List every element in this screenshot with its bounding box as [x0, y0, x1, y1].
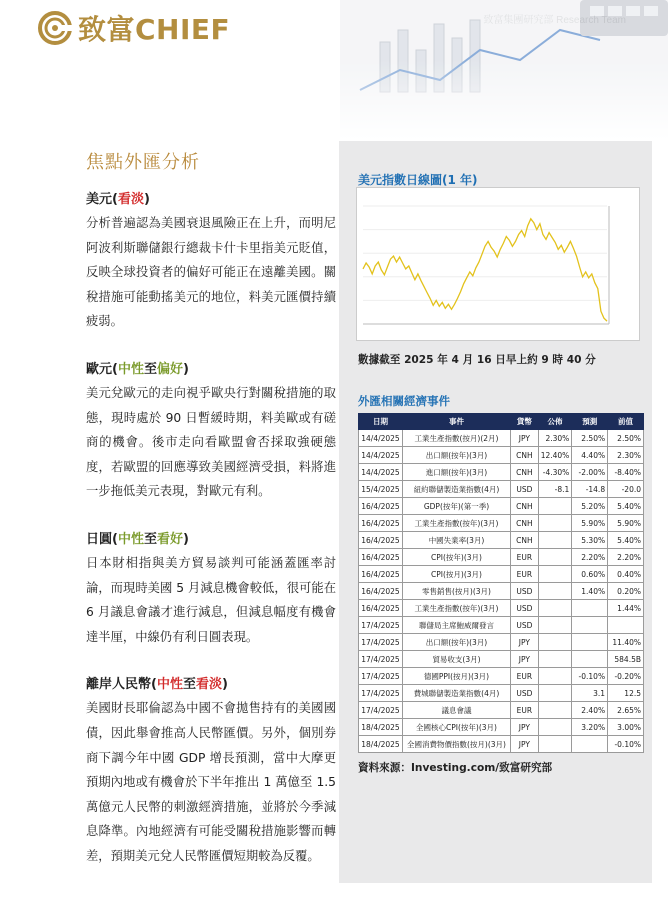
table-cell: 16/4/2025: [359, 549, 403, 566]
table-cell: 584.5B: [608, 651, 644, 668]
table-cell: 11.40%: [608, 634, 644, 651]
table-row: [359, 685, 644, 702]
chief-logo: [38, 8, 230, 48]
outlook-label: 中性: [117, 361, 144, 377]
table-cell: [538, 617, 572, 634]
table-row: [359, 532, 644, 549]
table-cell: 3.00%: [608, 719, 644, 736]
currency-analysis-text: 分析普遍認為美國衰退風險正在上升，而明尼阿波利斯聯儲銀行總裁卡什卡里指美元貶值，反映全球投資者的偏好可能正在遠離美國。關稅措施可能動搖美元的地位，料美元匯價持續疲弱。: [86, 216, 336, 329]
table-cell: 工業生產指數(按年)(3月): [402, 515, 510, 532]
col-header-currency: 貨幣: [511, 414, 539, 430]
table-cell: EUR: [511, 668, 539, 685]
currency-heading: [86, 188, 336, 207]
paren-close: ): [143, 192, 150, 207]
table-cell: CNH: [511, 464, 539, 481]
table-cell: CNH: [511, 498, 539, 515]
table-cell: 零售銷售(按月)(3月): [402, 583, 510, 600]
table-cell: USD: [511, 583, 539, 600]
table-cell: 出口額(按年)(3月): [402, 634, 510, 651]
table-cell: 18/4/2025: [359, 719, 403, 736]
col-header-forecast: 預測: [572, 414, 608, 430]
table-row: [359, 634, 644, 651]
table-cell: -2.00%: [572, 464, 608, 481]
table-cell: USD: [511, 617, 539, 634]
table-cell: 5.20%: [572, 498, 608, 515]
table-cell: [538, 634, 572, 651]
logo-text: 致富CHIEF: [78, 13, 231, 46]
currency-heading: [86, 673, 336, 692]
table-cell: [538, 532, 572, 549]
table-cell: [572, 651, 608, 668]
jpy-block: [86, 528, 336, 649]
table-cell: USD: [511, 685, 539, 702]
paren-close: ): [183, 531, 189, 547]
table-cell: 進口額(按年)(3月): [402, 464, 510, 481]
table-cell: 17/4/2025: [359, 634, 403, 651]
header-decoration-image: [340, 0, 668, 140]
table-cell: 2.65%: [608, 702, 644, 719]
table-cell: 4.40%: [572, 447, 608, 464]
usd-block: [86, 188, 336, 334]
paren-open: (: [112, 361, 118, 377]
table-cell: 14/4/2025: [359, 430, 403, 447]
table-cell: GDP(按年)(第一季): [402, 498, 510, 515]
table-cell: USD: [511, 481, 539, 498]
table-cell: 12.5: [608, 685, 644, 702]
currency-analysis-text: 美元兌歐元的走向視乎歐央行對關稅措施的取態，現時處於 90 日暫緩時期，料美歐或有磋商的機會。後市走向看歐盟會否採取強硬態度，若歐盟的回應導致美國經濟受損，料將進一步拖低美元表現，對歐元有利。: [86, 385, 336, 499]
paren-open: (: [151, 677, 157, 693]
table-cell: 14/4/2025: [359, 464, 403, 481]
outlook-label: 看淡: [117, 192, 144, 207]
table-cell: 5.90%: [608, 515, 644, 532]
table-row: [359, 736, 644, 753]
table-cell: -0.10%: [572, 668, 608, 685]
table-cell: [538, 651, 572, 668]
table-cell: CNH: [511, 515, 539, 532]
table-cell: [538, 668, 572, 685]
table-cell: CNH: [511, 447, 539, 464]
table-cell: EUR: [511, 549, 539, 566]
table-row: [359, 430, 644, 447]
cnh-block: [86, 673, 336, 868]
table-row: [359, 600, 644, 617]
table-cell: 16/4/2025: [359, 498, 403, 515]
outlook-connector: 至: [182, 677, 196, 693]
table-cell: 16/4/2025: [359, 600, 403, 617]
dxy-chart-svg: [357, 188, 641, 342]
paren-close: ): [222, 677, 228, 693]
table-header-row: [359, 414, 644, 430]
table-row: [359, 464, 644, 481]
table-cell: 2.30%: [538, 430, 572, 447]
table-cell: 全國核心CPI(按年)(3月): [402, 719, 510, 736]
table-cell: [538, 600, 572, 617]
table-row: [359, 549, 644, 566]
currency-name: 日圓: [86, 531, 113, 547]
table-cell: -4.30%: [538, 464, 572, 481]
table-cell: 0.20%: [608, 583, 644, 600]
table-row: [359, 719, 644, 736]
table-cell: 3.20%: [572, 719, 608, 736]
table-cell: 紐約聯儲製造業指數(4月): [402, 481, 510, 498]
table-cell: [538, 498, 572, 515]
outlook-connector: 至: [143, 361, 157, 377]
currency-name: 離岸人民幣: [86, 677, 152, 693]
economic-events-table: [358, 413, 644, 753]
table-cell: [608, 617, 644, 634]
table-cell: 16/4/2025: [359, 532, 403, 549]
table-cell: [538, 549, 572, 566]
table-row: [359, 566, 644, 583]
table-cell: 12.40%: [538, 447, 572, 464]
table-cell: 3.1: [572, 685, 608, 702]
currency-name: 美元: [86, 192, 113, 207]
col-header-previous: 前值: [608, 414, 644, 430]
chart-data-note: 數據截至 2025 年 4 月 16 日早上約 9 時 40 分: [358, 354, 596, 366]
table-cell: [538, 566, 572, 583]
table-cell: [538, 719, 572, 736]
table-cell: 2.30%: [608, 447, 644, 464]
dxy-chart: [356, 187, 640, 341]
paren-open: (: [112, 531, 118, 547]
table-cell: 16/4/2025: [359, 583, 403, 600]
table-cell: -8.1: [538, 481, 572, 498]
table-cell: 聯儲局主席鮑威爾發言: [402, 617, 510, 634]
table-cell: 全國消費物價指數(按月)(3月): [402, 736, 510, 753]
col-header-event: 事件: [402, 414, 510, 430]
table-cell: 德國PPI(按月)(3月): [402, 668, 510, 685]
table-cell: JPY: [511, 651, 539, 668]
table-cell: 2.20%: [572, 549, 608, 566]
table-cell: 工業生產指數(按月)(2月): [402, 430, 510, 447]
table-row: [359, 668, 644, 685]
table-cell: 中國失業率(3月): [402, 532, 510, 549]
table-cell: 16/4/2025: [359, 515, 403, 532]
table-cell: [538, 702, 572, 719]
outlook-label: 中性: [117, 531, 144, 547]
table-cell: USD: [511, 600, 539, 617]
eur-block: [86, 358, 336, 504]
table-cell: [572, 736, 608, 753]
table-cell: 出口額(按年)(3月): [402, 447, 510, 464]
outlook-label-2: 看淡: [196, 677, 223, 693]
table-row: [359, 651, 644, 668]
table-cell: 17/4/2025: [359, 685, 403, 702]
col-header-actual: 公佈: [538, 414, 572, 430]
table-cell: -20.0: [608, 481, 644, 498]
table-cell: -0.20%: [608, 668, 644, 685]
table-cell: 5.90%: [572, 515, 608, 532]
table-cell: CNH: [511, 532, 539, 549]
table-cell: 17/4/2025: [359, 668, 403, 685]
table-row: [359, 702, 644, 719]
currency-heading: [86, 528, 336, 547]
table-cell: 2.40%: [572, 702, 608, 719]
table-cell: 5.40%: [608, 498, 644, 515]
table-row: [359, 447, 644, 464]
table-cell: 5.30%: [572, 532, 608, 549]
table-row: [359, 498, 644, 515]
currency-name: 歐元: [86, 361, 113, 377]
table-cell: [538, 736, 572, 753]
table-cell: JPY: [511, 736, 539, 753]
currency-heading: [86, 358, 336, 377]
outlook-label-2: 看好: [157, 531, 184, 547]
table-cell: JPY: [511, 634, 539, 651]
table-cell: 0.40%: [608, 566, 644, 583]
table-cell: EUR: [511, 566, 539, 583]
table-row: [359, 583, 644, 600]
table-cell: [572, 634, 608, 651]
chart-title: 美元指數日線圖(1 年): [358, 173, 478, 187]
right-panel: [339, 141, 652, 883]
table-cell: 5.40%: [608, 532, 644, 549]
table-cell: 17/4/2025: [359, 702, 403, 719]
table-cell: 1.40%: [572, 583, 608, 600]
table-cell: EUR: [511, 702, 539, 719]
fx-analysis-column: [86, 148, 336, 892]
table-cell: 17/4/2025: [359, 651, 403, 668]
table-cell: 15/4/2025: [359, 481, 403, 498]
table-cell: -8.40%: [608, 464, 644, 481]
currency-analysis-text: 美國財長耶倫認為中國不會拋售持有的美國國債，因此舉會推高人民幣匯價。另外，個別券商下調今年中國 GDP 增長預測，當中大摩更預期內地或有機會於下半年推出 1 萬億至 1.5 萬億元人民幣的刺激經濟措施，並將於今季減息降準。內地經濟有可能受關稅措施影響而轉差，預期美元兌人民幣匯價短期較為反覆。: [86, 701, 336, 863]
table-cell: 16/4/2025: [359, 566, 403, 583]
table-cell: 18/4/2025: [359, 736, 403, 753]
table-cell: 2.50%: [608, 430, 644, 447]
table-cell: JPY: [511, 719, 539, 736]
table-cell: [538, 685, 572, 702]
source-note: 資料來源：Investing.com/致富研究部: [358, 762, 553, 774]
table-cell: -14.8: [572, 481, 608, 498]
table-cell: 貿易收支(3月): [402, 651, 510, 668]
section-title: 焦點外匯分析: [86, 152, 200, 173]
table-cell: 2.50%: [572, 430, 608, 447]
table-cell: [572, 617, 608, 634]
outlook-connector: 至: [143, 531, 157, 547]
chief-logo-icon: [38, 11, 72, 45]
table-cell: CPI(按年)(3月): [402, 549, 510, 566]
table-cell: 1.44%: [608, 600, 644, 617]
table-cell: 14/4/2025: [359, 447, 403, 464]
outlook-label-2: 偏好: [157, 361, 184, 377]
currency-analysis-text: 日本財相指與美方貿易談判可能涵蓋匯率討論，而現時美國 5 月減息機會較低，很可能在 6 月議息會議才進行減息，但減息幅度有機會達半厘，中線仍有利日圓表現。: [86, 555, 336, 644]
table-cell: 17/4/2025: [359, 617, 403, 634]
table-cell: 議息會議: [402, 702, 510, 719]
table-cell: 0.60%: [572, 566, 608, 583]
table-cell: 工業生產指數(按年)(3月): [402, 600, 510, 617]
table-cell: JPY: [511, 430, 539, 447]
table-cell: 費城聯儲製造業指數(4月): [402, 685, 510, 702]
table-row: [359, 481, 644, 498]
table-row: [359, 617, 644, 634]
table-cell: [538, 515, 572, 532]
paren-close: ): [183, 361, 189, 377]
table-cell: [538, 583, 572, 600]
table-row: [359, 515, 644, 532]
paren-open: (: [112, 192, 118, 207]
table-cell: -0.10%: [608, 736, 644, 753]
table-cell: CPI(按月)(3月): [402, 566, 510, 583]
table-cell: 2.20%: [608, 549, 644, 566]
outlook-label: 中性: [156, 677, 183, 693]
table-cell: [572, 600, 608, 617]
col-header-date: 日期: [359, 414, 403, 430]
dxy-series-line: [363, 219, 607, 321]
events-table-title: 外匯相關經濟事件: [358, 394, 450, 408]
